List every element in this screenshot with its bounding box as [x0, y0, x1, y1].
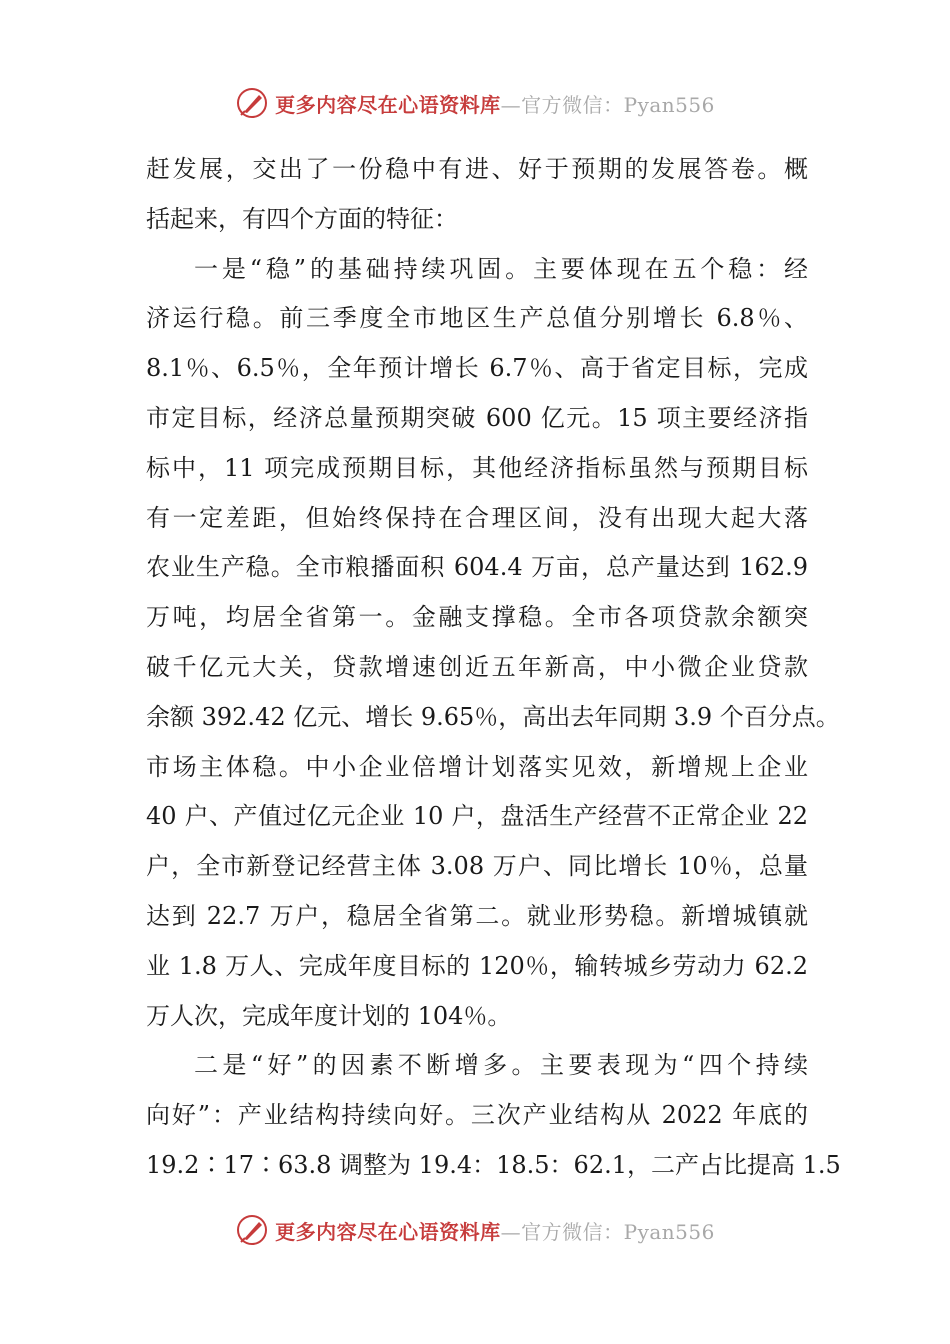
document-body [146, 145, 841, 1191]
text-line-15: 户，全市新登记经营主体 3.08 万户、同比增长 10％，总量 [146, 852, 808, 881]
text-line-20: 向好”：产业结构持续向好。三次产业结构从 2022 年底的 [146, 1101, 808, 1130]
text-line-16: 达到 22.7 万户，稳居全省第二。就业形势稳。新增城镇就 [146, 901, 808, 930]
text-line-17: 业 1.8 万人、完成年度目标的 120％，输转城乡劳动力 62.2 [146, 951, 808, 980]
text-line-6: 市定目标，经济总量预期突破 600 亿元。15 项主要经济指 [146, 403, 808, 432]
text-line-5: 8.1％、6.5％，全年预计增长 6.7％、高于省定目标，完成 [146, 354, 808, 383]
text-line-4: 济运行稳。前三季度全市地区生产总值分别增长 6.8％、 [146, 304, 808, 333]
text-line-11: 破千亿元大关，贷款增速创近五年新高，中小微企业贷款 [146, 652, 808, 681]
text-line-14: 40 户、产值过亿元企业 10 户，盘活生产经营不正常企业 22 [146, 802, 808, 831]
text-line-21: 19.2∶17∶63.8 调整为 19.4：18.5：62.1，二产占比提高 1.5 [146, 1150, 841, 1179]
footer-watermark [0, 1212, 950, 1248]
watermark-text [275, 89, 715, 118]
text-line-7: 标中，11 项完成预期目标，其他经济指标虽然与预期目标 [146, 453, 808, 482]
watermark-brand: 更多内容尽在心语资料库 [275, 1219, 501, 1244]
text-line-3: 一是“稳”的基础持续巩固。主要体现在五个稳：经 [194, 254, 808, 283]
text-line-9: 农业生产稳。全市粮播面积 604.4 万亩，总产量达到 162.9 [146, 553, 808, 582]
text-line-18: 万人次，完成年度计划的 104％。 [146, 1001, 512, 1030]
watermark-separator: —官方微信： [500, 1219, 624, 1244]
header-watermark [0, 85, 950, 121]
watermark-brand: 更多内容尽在心语资料库 [275, 92, 501, 117]
text-line-13: 市场主体稳。中小企业倍增计划落实见效，新增规上企业 [146, 752, 808, 781]
text-line-1: 赶发展，交出了一份稳中有进、好于预期的发展答卷。概 [146, 155, 808, 183]
text-line-19: 二是“好”的因素不断增多。主要表现为“四个持续 [194, 1051, 808, 1080]
text-line-8: 有一定差距，但始终保持在合理区间，没有出现大起大落 [146, 503, 808, 532]
watermark-account: Pyan556 [623, 92, 715, 117]
text-line-2: 括起来，有四个方面的特征： [146, 204, 458, 233]
quill-pen-logo-icon [235, 1213, 269, 1247]
watermark-separator: —官方微信： [500, 92, 624, 117]
quill-pen-logo-icon [235, 86, 269, 120]
watermark-account: Pyan556 [623, 1219, 715, 1244]
watermark-text [275, 1216, 715, 1245]
text-line-10: 万吨，均居全省第一。金融支撑稳。全市各项贷款余额突 [146, 603, 808, 632]
text-line-12: 余额 392.42 亿元、增长 9.65％，高出去年同期 3.9 个百分点。 [146, 702, 840, 731]
